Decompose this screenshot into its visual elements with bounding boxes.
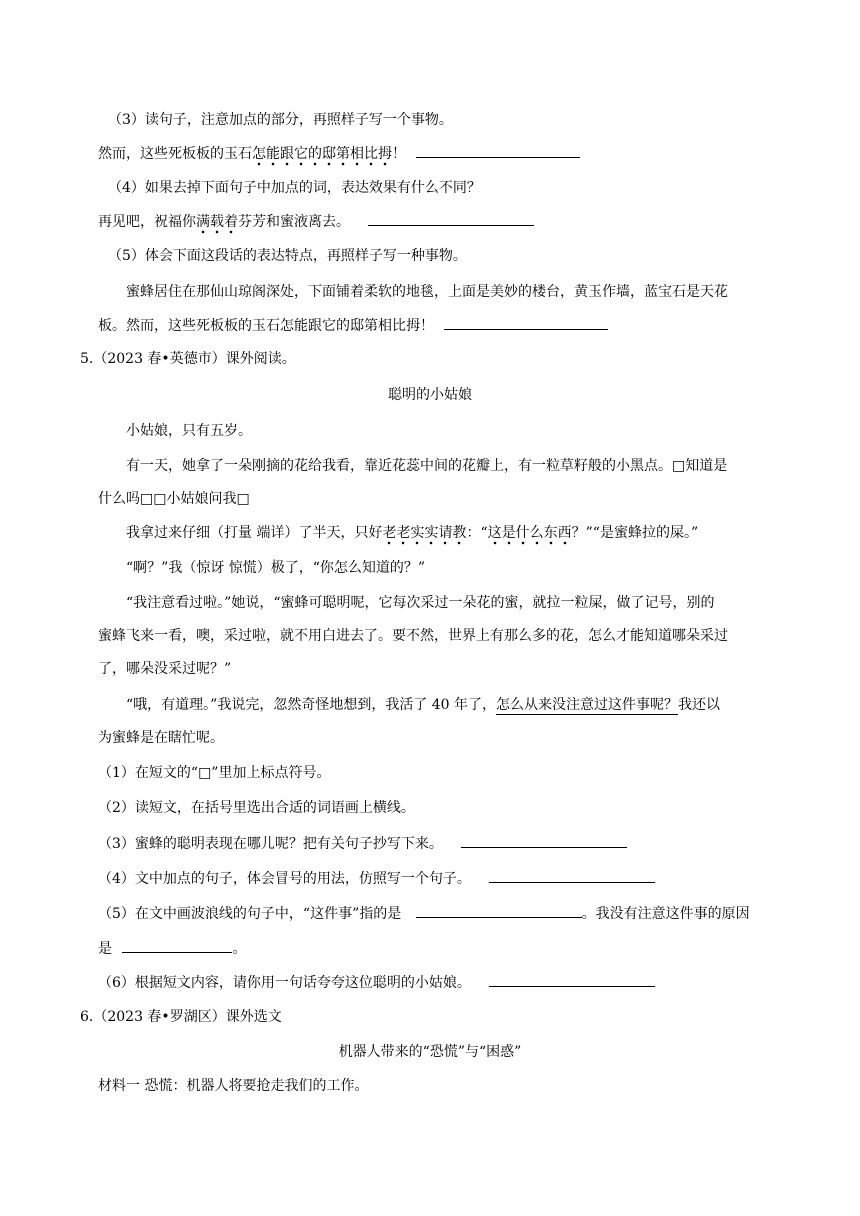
s5-answer-blank-1[interactable] [416,903,582,918]
question-6-header: 6.（2023 春•罗湖区）课外选文 [80,1009,282,1025]
passage-p2-line1: 有一天，她拿了一朵刚摘的花给我看，靠近花蕊中间的花瓣上，有一粒草籽般的小黑点。□知道是 [126,458,728,474]
p6-wavy-sentence: 怎么从来没注意过这件事呢？ [496,697,679,713]
passage-p1: 小姑娘，只有五岁。 [126,423,252,439]
q5-prompt: （5）体会下面这段话的表达特点，再照样子写一种事物。 [108,248,467,264]
passage-p5-line3: 了，哪朵没采过呢？” [98,661,232,677]
subquestion-1: （1）在短文的“□”里加上标点符号。 [98,765,331,781]
question-5-header: 5.（2023 春•英德市）课外阅读。 [80,351,296,367]
q4-answer-blank[interactable] [368,211,534,226]
s6-answer-blank[interactable] [489,972,655,987]
subquestion-3: （3）蜜蜂的聪明表现在哪儿呢？把有关句子抄写下来。 [98,833,627,854]
passage-p2-line2: 什么吗□□小姑娘问我□ [98,491,250,507]
q4-text-b: 芬芳和蜜液离去。 [238,214,350,230]
passage-title: 聪明的小姑娘 [388,387,472,403]
subquestion-6: （6）根据短文内容，请你用一句话夸夸这位聪明的小姑娘。 [98,972,655,993]
subquestion-2: （2）读短文，在括号里选出合适的词语画上横线。 [98,800,415,816]
q3-dotted-text: 怎能跟它的邸第相比拇 [252,146,392,167]
subquestion-5-cont: 是 。 [98,938,246,959]
passage-p4: “啊？”我（惊讶 惊慌）极了，“你怎么知道的？” [126,560,426,576]
q3-sentence [98,143,580,164]
subquestion-4: （4）文中加点的句子，体会冒号的用法，仿照写一个句子。 [98,868,655,889]
q3-text-b: ！ [392,146,406,162]
passage-p6-line2: 为蜜蜂是在瞎忙呢。 [98,730,224,746]
q5-paragraph-line2: 板。然而，这些死板板的玉石怎能跟它的邸第相比拇！ [98,315,608,336]
q3-prompt: （3）读句子，注意加点的部分，再照样子写一个事物。 [108,112,453,128]
material-1-heading: 材料一 恐慌：机器人将要抢走我们的工作。 [98,1078,369,1094]
q4-sentence [98,211,534,232]
passage-6-title: 机器人带来的“恐慌”与“困惑” [338,1044,522,1060]
passage-p5-line2: 蜜蜂飞来一看，噢，采过啦，就不用白进去了。要不然，世界上有那么多的花，怎么才能知道哪朵采过 [98,628,728,644]
passage-p3: 我拿过来仔细（打量 端详）了半天，只好老老实实请教：“这是什么东西？”“是蜜蜂拉的屎。” [126,523,698,543]
q3-text-a: 然而，这些死板板的玉石 [98,146,252,162]
passage-p6-line1: “哦，有道理。”我说完，忽然奇怪地想到，我活了 40 年了，怎么从来没注意过这件事呢？我还以 [126,697,721,713]
q5-answer-blank[interactable] [444,315,608,330]
q4-text-a: 再见吧，祝福你 [98,214,196,230]
passage-p5-line1: “我注意看过啦。”她说，“蜜蜂可聪明呢，它每次采过一朵花的蜜，就拉一粒屎，做了记号，别的 [126,595,715,611]
p3-dotted-2: 这是什么东西 [488,525,572,546]
q3-answer-blank[interactable] [416,143,580,158]
subquestion-5: （5）在文中画波浪线的句子中，“这件事”指的是 。我没有注意这件事的原因 [98,903,750,924]
s3-answer-blank[interactable] [461,833,627,848]
q5-paragraph-line1: 蜜蜂居住在那仙山琼阁深处，下面铺着柔软的地毯，上面是美妙的楼台，黄玉作墙，蓝宝石是天花 [126,284,728,300]
p3-dotted-1: 老老实实请教 [382,525,466,546]
q4-dotted-text: 满载着 [196,214,238,235]
s5-answer-blank-2[interactable] [122,938,232,953]
s4-answer-blank[interactable] [489,868,655,883]
q4-prompt: （4）如果去掉下面句子中加点的词，表达效果有什么不同？ [108,180,481,196]
